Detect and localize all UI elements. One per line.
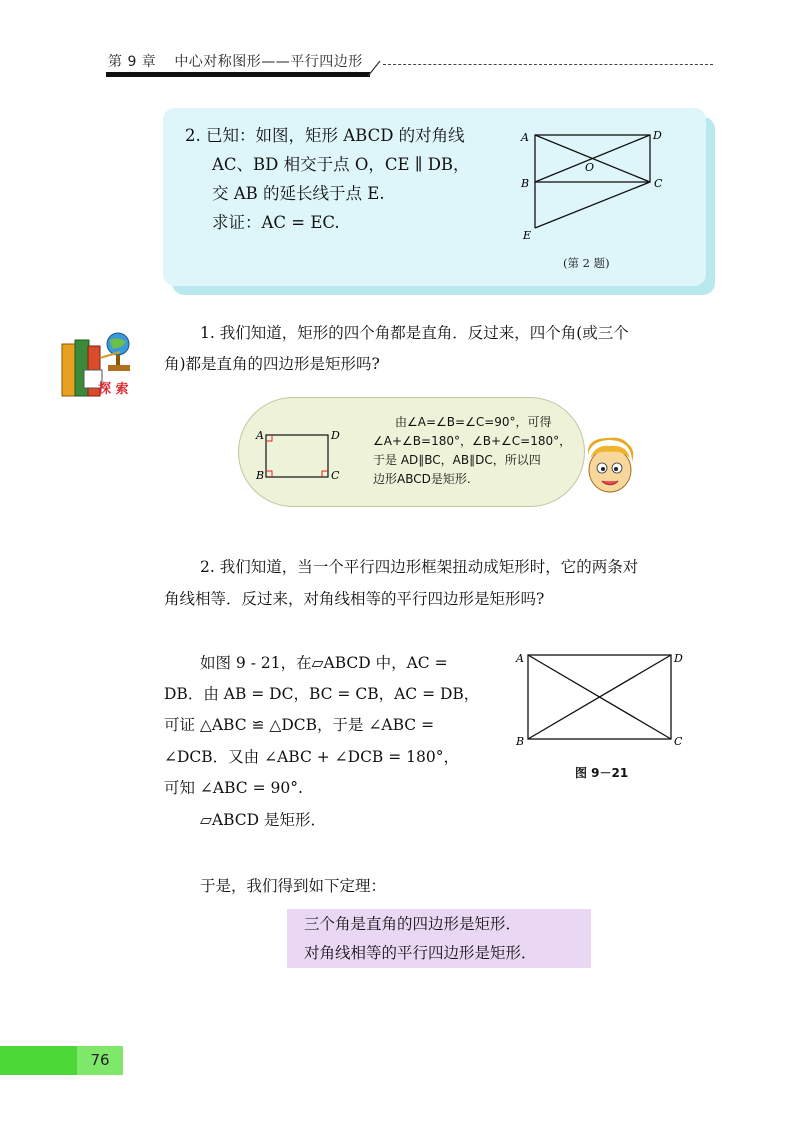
bubble-line: 边形ABCD是矩形.: [373, 472, 471, 486]
point-label: C: [331, 469, 340, 482]
point-label: D: [674, 652, 683, 665]
proof-line: 可证 △ABC ≌ △DCB，于是 ∠ABC =: [164, 716, 435, 734]
point-label: C: [674, 735, 683, 748]
proof-line: ▱ABCD 是矩形．: [200, 811, 327, 829]
exercise-line: AC、BD 相交于点 O，CE ∥ DB，: [212, 155, 470, 174]
header-dashed-rule: [383, 64, 713, 65]
point-label: A: [521, 131, 529, 144]
proof-line: ∠DCB．又由 ∠ABC + ∠DCB = 180°，: [164, 748, 459, 766]
header-slash: [366, 58, 384, 78]
question-2-line: 角线相等．反过来，对角线相等的平行四边形是矩形吗?: [164, 590, 545, 608]
proof-line: 可知 ∠ABC = 90°.: [164, 779, 303, 797]
page-tab: [0, 1046, 77, 1075]
figure-9-21: [510, 645, 690, 755]
right-angle-mark: [322, 471, 328, 477]
exercise-line: 交 AB 的延长线于点 E.: [212, 184, 385, 203]
point-label: A: [256, 429, 264, 442]
exercise-line: 求证：AC = EC.: [212, 213, 340, 232]
segment-ce: [535, 182, 650, 228]
point-label: D: [653, 129, 662, 142]
theorem-line: 对角线相等的平行四边形是矩形．: [304, 944, 537, 962]
right-angle-mark: [266, 471, 272, 477]
question-1-line: 1. 我们知道，矩形的四个角都是直角．反过来，四个角(或三个: [200, 324, 629, 342]
right-angle-mark: [266, 435, 272, 441]
header-bar: [106, 72, 370, 77]
cartoon-face-icon: [582, 436, 638, 496]
bubble-line: 于是 AD∥BC，AB∥DC，所以四: [373, 453, 541, 467]
page-number: 76: [90, 1051, 110, 1069]
proof-line: DB．由 AB = DC，BC = CB，AC = DB，: [164, 685, 480, 703]
point-label: B: [516, 735, 525, 748]
theorem-line: 三个角是直角的四边形是矩形．: [304, 915, 522, 933]
bubble-line: 由∠A=∠B=∠C=90°，可得: [395, 415, 552, 429]
point-label: O: [585, 161, 595, 174]
proof-line: 如图 9 - 21，在▱ABCD 中，AC =: [200, 654, 448, 672]
rectangle-abcd: [266, 435, 328, 477]
chapter-header: [108, 51, 363, 71]
point-label: A: [516, 652, 524, 665]
point-label: C: [654, 177, 663, 190]
chapter-title: 中心对称图形——平行四边形: [174, 54, 363, 70]
point-label: D: [331, 429, 340, 442]
exercise-line: 2. 已知：如图，矩形 ABCD 的对角线: [185, 126, 465, 145]
exercise-caption: (第 2 题): [563, 256, 610, 270]
bubble-text: [373, 413, 583, 489]
bubble-figure: [250, 425, 350, 485]
point-label: E: [523, 229, 532, 242]
bubble-line: ∠A+∠B=180°，∠B+∠C=180°，: [373, 434, 572, 448]
explore-label: 探 索: [98, 382, 129, 397]
question-1-line: 角)都是直角的四边形是矩形吗?: [164, 355, 380, 373]
exercise-figure: [515, 125, 665, 250]
point-label: B: [256, 469, 265, 482]
question-2-line: 2. 我们知道，当一个平行四边形框架扭动成矩形时，它的两条对: [200, 558, 639, 576]
conclusion-text: 于是，我们得到如下定理：: [200, 877, 387, 895]
figure-caption: 图 9－21: [575, 766, 629, 780]
point-label: B: [521, 177, 530, 190]
chapter-number: 第 9 章: [108, 54, 157, 70]
